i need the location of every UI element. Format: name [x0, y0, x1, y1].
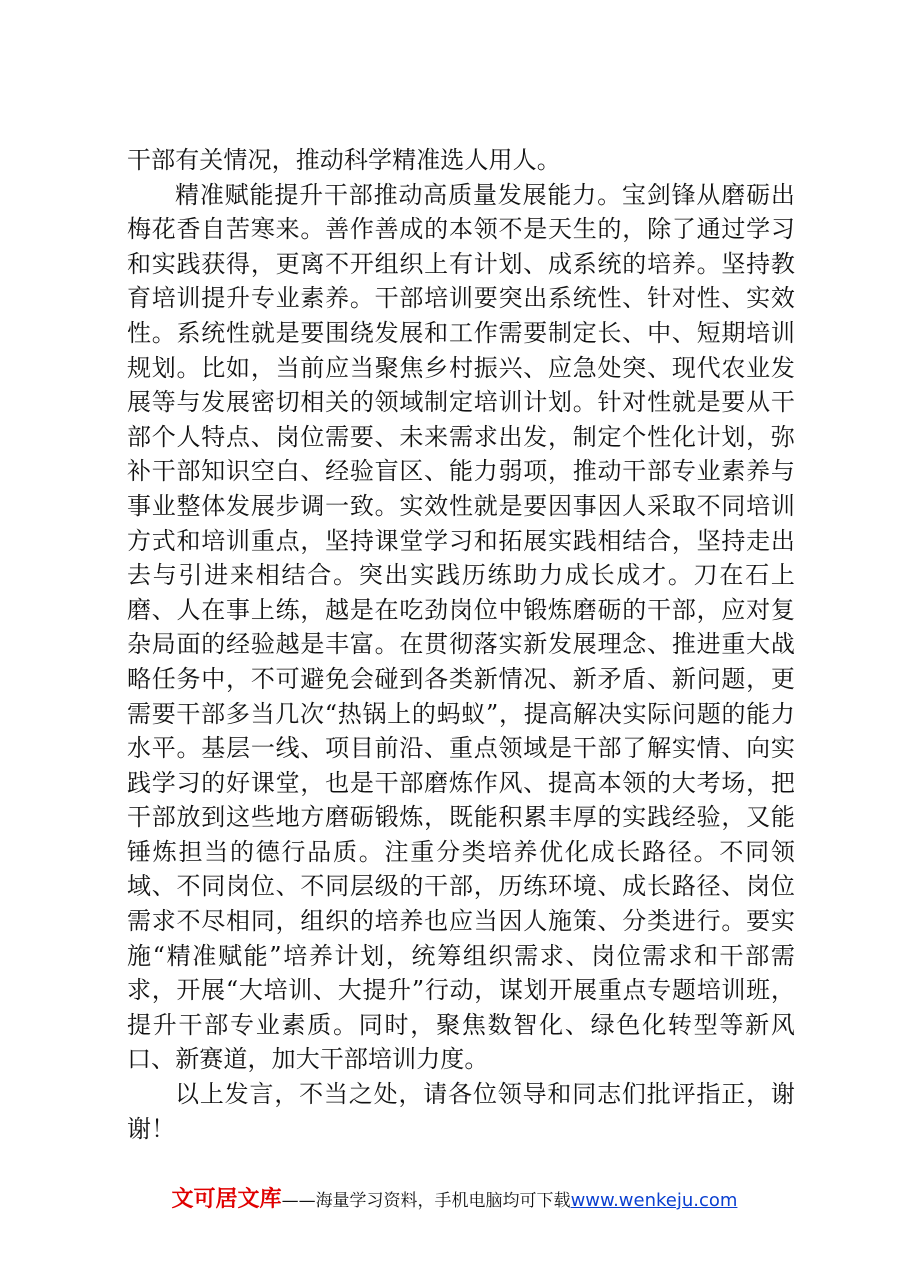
document-page — [127, 143, 795, 1146]
paragraph-continuation: 干部有关情况，推动科学精准选人用人。 — [127, 146, 561, 174]
footer-banner — [0, 1182, 909, 1213]
footer-site-link[interactable]: www.wenkeju.com — [570, 1190, 738, 1211]
footer-brand: 文可居文库 — [171, 1187, 282, 1212]
footer-slogan: ——海量学习资料，手机电脑均可下载 — [281, 1191, 571, 1211]
paragraph-precise-empowerment: 精准赋能提升干部推动高质量发展能力。宝剑锋从磨砺出梅花香自苦寒来。善作善成的本领不是天生的，除了通过学习和实践获得，更离不开组织上有计划、成系统的培养。坚持教育培训提升专业素养。干部培训要突出系统性、针对性、实效性。系统性就是要围绕发展和工作需要制定长、中、短期培训规划。比如，当前应当聚焦乡村振兴、应急处突、现代农业发展等与发展密切相关的领域制定培训计划。针对性就是要从干部个人特点、岗位需要、未来需求出发，制定个性化计划，弥补干部知识空白、经验盲区、能力弱项，推动干部专业素养与事业整体发展步调一致。实效性就是要因事因人采取不同培训方式和培训重点，坚持课堂学习和拓展实践相结合，坚持走出去与引进来相结合。突出实践历练助力成长成才。刀在石上磨、人在事上练，越是在吃劲岗位中锻炼磨砺的干部，应对复杂局面的经验越是丰富。在贯彻落实新发展理念、推进重大战略任务中，不可避免会碰到各类新情况、新矛盾、新问题，更需要干部多当几次“热锅上的蚂蚁”，提高解决实际问题的能力水平。基层一线、项目前沿、重点领域是干部了解实情、向实践学习的好课堂，也是干部磨炼作风、提高本领的大考场，把干部放到这些地方磨砺锻炼，既能积累丰厚的实践经验，又能锤炼担当的德行品质。注重分类培养优化成长路径。不同领域、不同岗位、不同层级的干部，历练环境、成长路径、岗位需求不尽相同，组织的培养也应当因人施策、分类进行。要实施“精准赋能”培养计划，统筹组织需求、岗位需求和干部需求，开展“大培训、大提升”行动，谋划开展重点专题培训班，提升干部专业素质。同时，聚焦数智化、绿色化转型等新风口、新赛道，加大干部培训力度。 — [127, 180, 795, 1074]
paragraph-closing: 以上发言，不当之处，请各位领导和同志们批评指正，谢谢！ — [127, 1080, 795, 1143]
